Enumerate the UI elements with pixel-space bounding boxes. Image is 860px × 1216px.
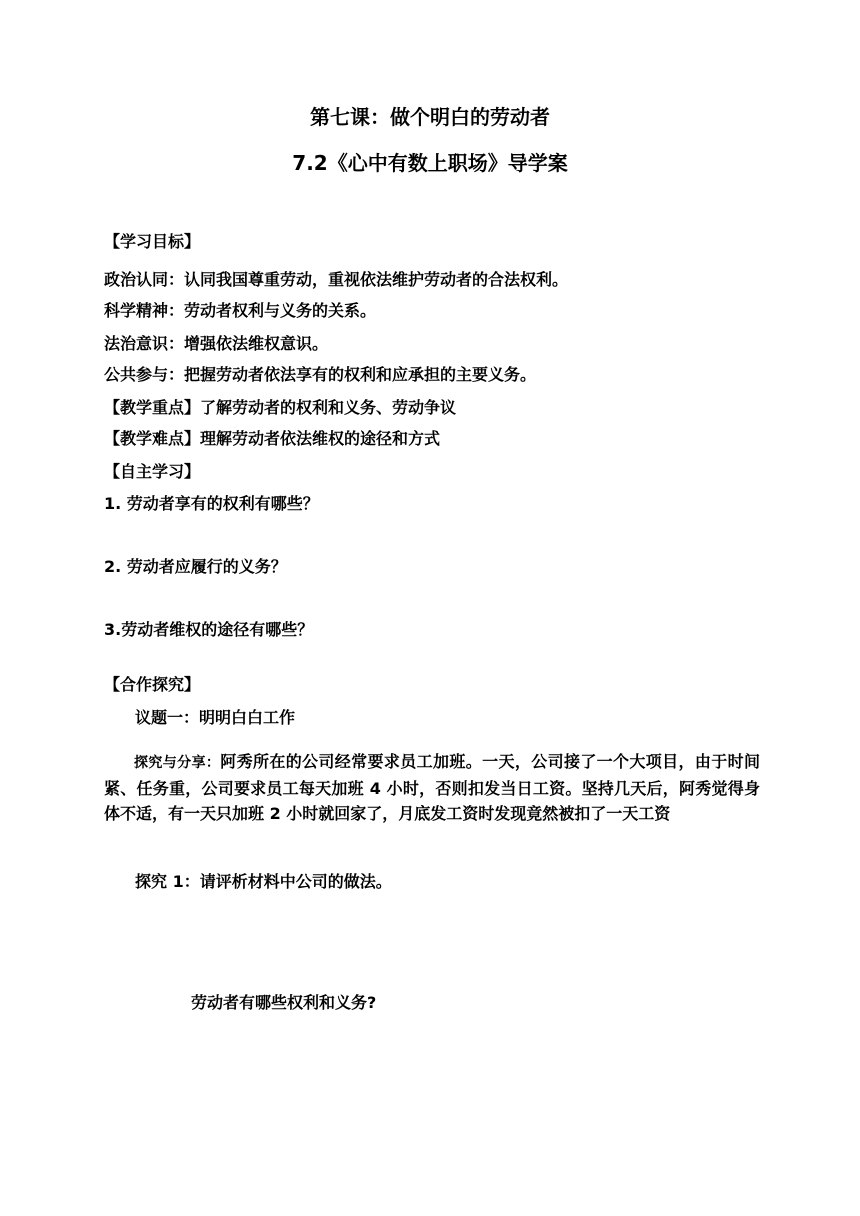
share-material: [104, 749, 760, 826]
objective-item: 法治意识：增强依法维权意识。: [104, 334, 329, 353]
key-point: 【教学重点】了解劳动者的权利和义务、劳动争议: [104, 398, 457, 417]
self-study-question: 1. 劳动者享有的权利有哪些？: [104, 494, 319, 513]
explore-question-1: 探究 1：请评析材料中公司的做法。: [135, 872, 392, 891]
lesson-subtitle: 7.2《心中有数上职场》导学案: [292, 151, 568, 175]
lesson-title: 第七课：做个明白的劳动者: [310, 105, 550, 129]
topic-one: 议题一：明明白白工作: [135, 708, 296, 727]
self-study-question: 3.劳动者维权的途径有哪些？: [104, 620, 314, 639]
objective-item: 政治认同：认同我国尊重劳动，重视依法维护劳动者的合法权利。: [104, 270, 569, 289]
objective-item: 科学精神：劳动者权利与义务的关系。: [104, 301, 377, 320]
share-lead: 探究与分享：: [134, 755, 221, 771]
share-text: 阿秀所在的公司经常要求员工加班。一天，公司接了一个大项目，由于时间紧、任务重，公司要求员工每天加班 4 小时，否则扣发当日工资。坚持几天后，阿秀觉得身体不适，有一天只加班 2 小时就回家了，月底发工资时发现竟然被扣了一天工资: [104, 752, 760, 823]
difficult-point: 【教学难点】理解劳动者依法维权的途径和方式: [104, 429, 441, 448]
explore-question-2: 劳动者有哪些权利和义务?: [191, 993, 377, 1012]
objective-item: 公共参与：把握劳动者依法享有的权利和应承担的主要义务。: [104, 365, 537, 384]
cooperation-heading: 【合作探究】: [104, 675, 201, 694]
self-study-question: 2. 劳动者应履行的义务？: [104, 557, 287, 576]
self-study-heading: 【自主学习】: [104, 462, 201, 481]
objectives-heading: 【学习目标】: [104, 232, 201, 251]
